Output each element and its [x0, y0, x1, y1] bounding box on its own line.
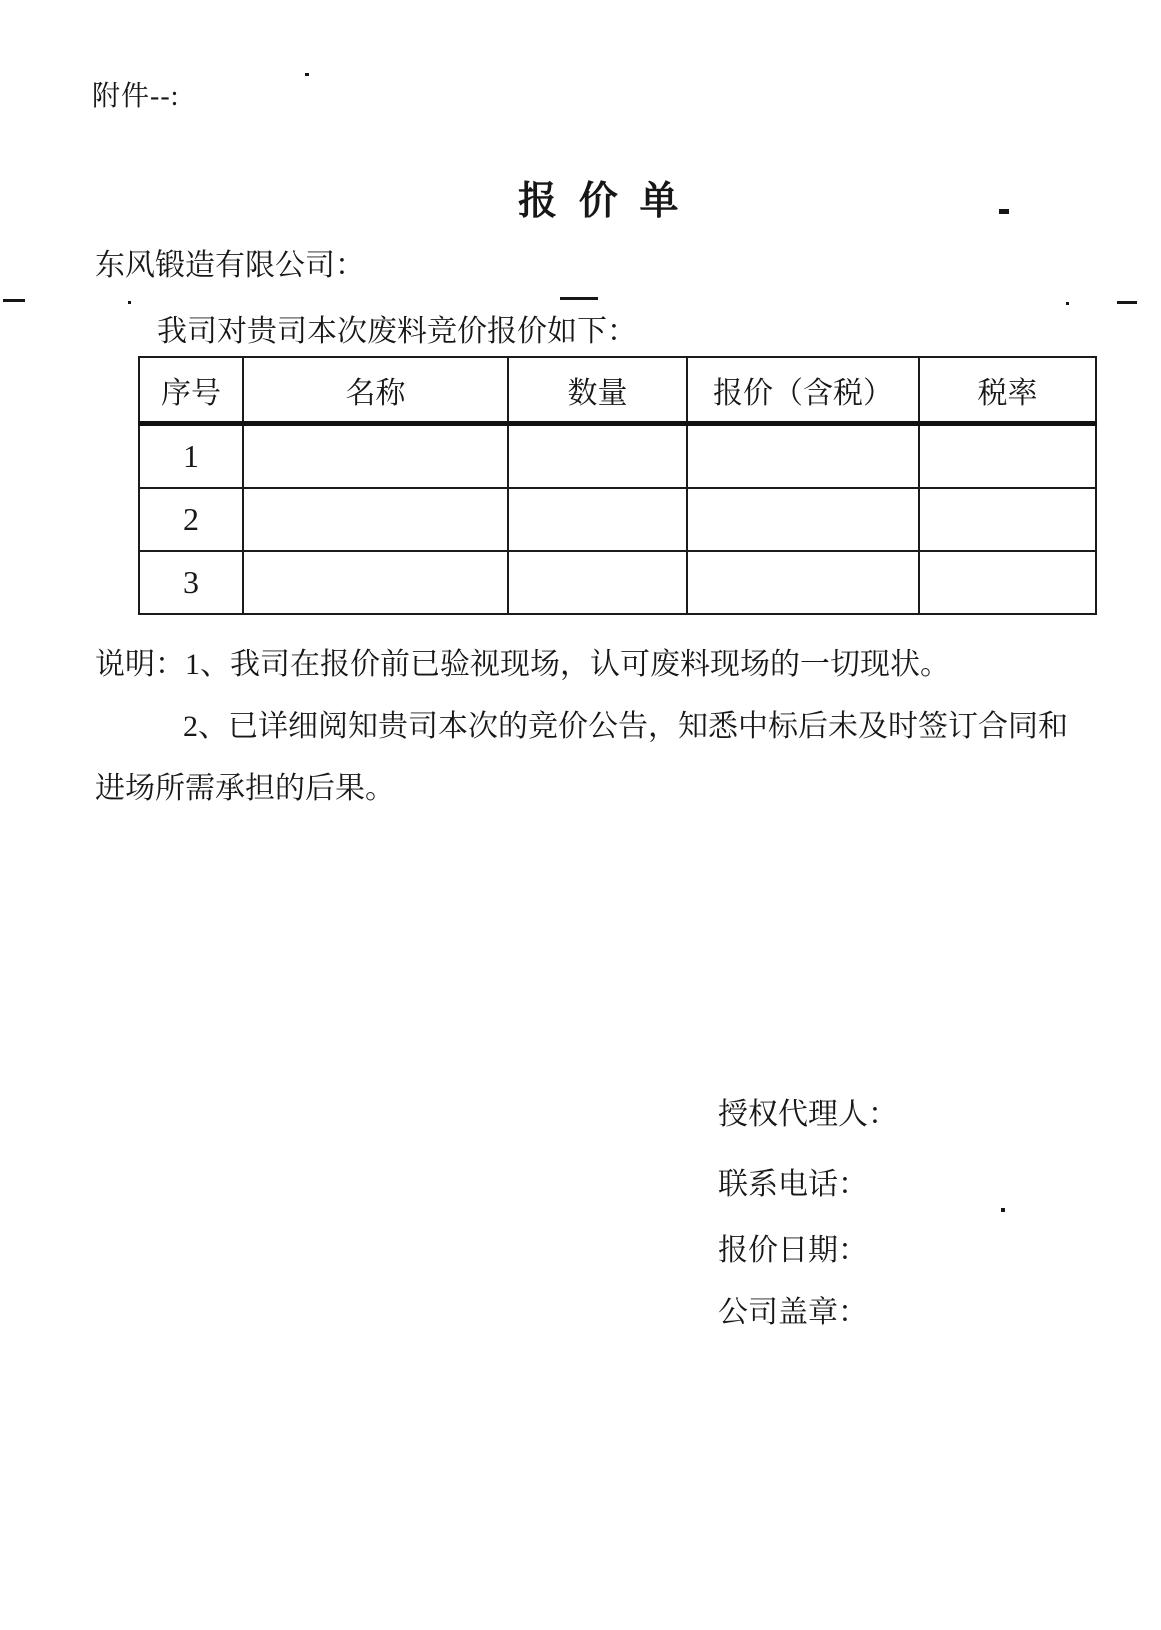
contact-phone-label: 联系电话： — [718, 1168, 868, 1201]
scan-artifact-dash — [999, 209, 1009, 214]
scan-artifact-dot — [305, 73, 309, 76]
quote-date-label: 报价日期： — [718, 1234, 868, 1267]
quantity-cell-empty — [508, 551, 687, 614]
name-cell-empty — [243, 424, 508, 489]
scan-artifact-dash — [1117, 301, 1137, 304]
table-header-row — [139, 357, 1096, 424]
name-cell-empty — [243, 488, 508, 551]
row-number-cell: 3 — [139, 551, 243, 614]
table-row — [139, 551, 1096, 614]
quantity-cell-empty — [508, 488, 687, 551]
header-quantity: 数量 — [508, 357, 687, 424]
scan-artifact-dot — [1001, 1208, 1005, 1212]
quantity-cell-empty — [508, 424, 687, 489]
scan-artifact-dash — [3, 299, 25, 302]
table-row — [139, 424, 1096, 489]
notes-line-2: 2、已详细阅知贵司本次的竞价公告，知悉中标后未及时签订合同和 — [183, 710, 1068, 743]
notes-line-3: 进场所需承担的后果。 — [95, 772, 395, 805]
row-number-cell: 2 — [139, 488, 243, 551]
price-cell-empty — [687, 551, 919, 614]
table-row — [139, 488, 1096, 551]
scan-artifact-overbar — [560, 297, 598, 300]
price-cell-empty — [687, 488, 919, 551]
attachment-label: 附件--: — [92, 81, 180, 112]
tax-rate-cell-empty — [919, 424, 1096, 489]
company-seal-label: 公司盖章： — [718, 1296, 868, 1329]
scan-artifact-dot — [128, 301, 131, 304]
tax-rate-cell-empty — [919, 488, 1096, 551]
header-price-with-tax: 报价（含税） — [687, 357, 919, 424]
header-name: 名称 — [243, 357, 508, 424]
page-title: 报 价 单 — [518, 180, 685, 223]
recipient-company-line: 东风锻造有限公司： — [95, 249, 365, 282]
intro-line: 我司对贵司本次废料竞价报价如下： — [157, 315, 637, 348]
row-number-cell: 1 — [139, 424, 243, 489]
quotation-table — [138, 356, 1097, 615]
header-serial-number: 序号 — [139, 357, 243, 424]
scan-artifact-dot — [1066, 302, 1069, 305]
notes-line-1: 说明：1、我司在报价前已验视现场，认可废料现场的一切现状。 — [95, 648, 950, 681]
name-cell-empty — [243, 551, 508, 614]
authorized-agent-label: 授权代理人： — [718, 1098, 898, 1131]
header-tax-rate: 税率 — [919, 357, 1096, 424]
tax-rate-cell-empty — [919, 551, 1096, 614]
price-cell-empty — [687, 424, 919, 489]
